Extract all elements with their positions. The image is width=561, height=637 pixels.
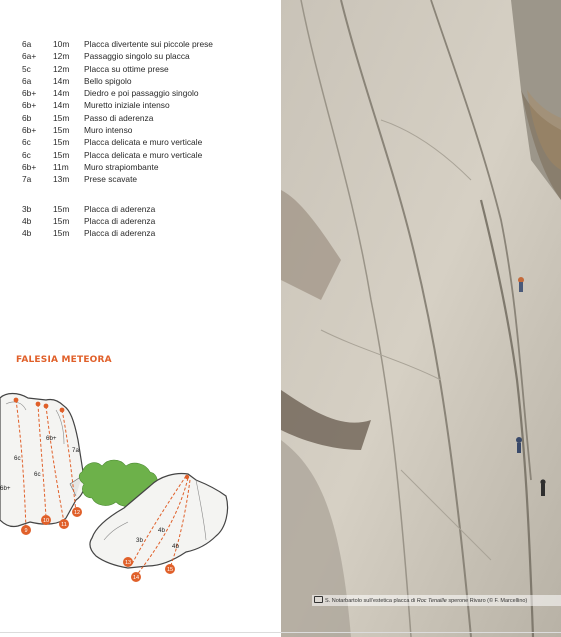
route-table xyxy=(22,38,264,239)
route-row xyxy=(22,227,264,239)
route-number: 12 xyxy=(73,510,81,516)
route-row xyxy=(22,112,264,124)
route-grade: 4b xyxy=(22,228,32,239)
route-description: Bello spigolo xyxy=(84,75,132,86)
route-length: 15m xyxy=(53,149,70,160)
route-length: 15m xyxy=(53,112,70,123)
route-grade: 4b xyxy=(22,215,32,226)
route-number-marker xyxy=(131,572,141,582)
route-grade: 6c xyxy=(22,137,31,148)
route-length: 12m xyxy=(53,51,70,62)
route-gap xyxy=(22,186,264,203)
route-number: 15 xyxy=(166,567,174,573)
climbing-photo xyxy=(281,0,561,637)
route-description: Placca delicata e muro verticale xyxy=(84,149,203,160)
route-length: 11m xyxy=(53,161,69,172)
route-number-marker xyxy=(123,557,133,567)
route-number: 14 xyxy=(132,575,140,581)
route-number-marker xyxy=(72,507,82,517)
route-grade: 6b+ xyxy=(22,161,37,172)
route-length: 15m xyxy=(53,215,70,226)
topo-grade-label: 7a xyxy=(72,447,79,454)
route-number: 10 xyxy=(42,518,50,524)
topo-grade-label: 6b+ xyxy=(46,435,57,442)
route-number: 13 xyxy=(124,560,132,566)
route-row xyxy=(22,215,264,227)
route-grade: 3b xyxy=(22,203,32,214)
rock-face-image xyxy=(281,0,561,637)
section-title: FALESIA METEORA xyxy=(16,355,112,365)
caption-prefix: S. Notarbartolo sull’estetica placca di xyxy=(325,598,417,604)
route-row xyxy=(22,87,264,99)
route-description: Placca di aderenza xyxy=(84,203,156,214)
route-row xyxy=(22,99,264,111)
route-grade: 6b+ xyxy=(22,125,37,136)
topo-grade-label: 4b xyxy=(158,527,165,534)
route-number: 11 xyxy=(61,522,67,528)
route-grade: 6a xyxy=(22,39,32,49)
route-length: 15m xyxy=(53,203,70,214)
route-grade: 5c xyxy=(22,63,31,74)
topo-grade-label: 4b xyxy=(172,543,179,550)
topo-grade-label: 6c xyxy=(14,455,21,462)
route-length: 14m xyxy=(53,75,70,86)
route-description: Muretto iniziale intenso xyxy=(84,100,170,111)
route-description: Passaggio singolo su placca xyxy=(84,51,190,62)
route-row xyxy=(22,173,264,185)
route-description: Placca divertente sui piccole prese xyxy=(84,39,213,49)
route-length: 10m xyxy=(53,39,70,49)
route-grade: 6b xyxy=(22,112,32,123)
route-description: Diedro e poi passaggio singolo xyxy=(84,88,199,99)
route-grade: 6b+ xyxy=(22,88,37,99)
route-number: 9 xyxy=(24,528,28,534)
route-number-marker xyxy=(21,525,31,535)
route-grade: 6b+ xyxy=(22,100,37,111)
route-description: Passo di aderenza xyxy=(84,112,154,123)
route-length: 14m xyxy=(53,88,70,99)
route-row xyxy=(22,203,264,215)
route-grade: 6a+ xyxy=(22,51,37,62)
topo-grade-label: 3b xyxy=(136,537,143,544)
topo-grade-label: 6c xyxy=(34,471,41,478)
route-length: 15m xyxy=(53,137,70,148)
route-length: 13m xyxy=(53,174,70,185)
route-row xyxy=(22,124,264,136)
route-description: Muro intenso xyxy=(84,125,133,136)
topo-diagram xyxy=(0,380,281,595)
route-description: Placca di aderenza xyxy=(84,215,156,226)
page-bottom-rule xyxy=(0,632,561,633)
caption-suffix: sperone Rivaro (© F. Marcellino) xyxy=(446,598,528,604)
route-grade: 6c xyxy=(22,149,31,160)
route-description: Placca delicata e muro verticale xyxy=(84,137,203,148)
route-row xyxy=(22,161,264,173)
topo-grade-label: 6b+ xyxy=(0,485,11,492)
route-description: Muro strapiombante xyxy=(84,161,159,172)
route-grade: 7a xyxy=(22,174,32,185)
caption-italic: Roc Tenaille xyxy=(416,598,447,604)
route-number-marker xyxy=(59,519,69,529)
photo-caption xyxy=(312,595,561,606)
route-description: Prese scavate xyxy=(84,174,138,185)
route-row xyxy=(22,38,264,50)
route-row xyxy=(22,63,264,75)
camera-icon xyxy=(314,596,323,603)
route-row xyxy=(22,149,264,161)
route-length: 15m xyxy=(53,228,70,239)
route-length: 14m xyxy=(53,100,70,111)
route-length: 15m xyxy=(53,125,70,136)
route-row xyxy=(22,50,264,62)
route-description: Placca su ottime prese xyxy=(84,63,169,74)
route-grade: 6a xyxy=(22,75,32,86)
route-number-marker xyxy=(165,564,175,574)
route-row xyxy=(22,136,264,148)
route-description: Placca di aderenza xyxy=(84,228,156,239)
route-row xyxy=(22,75,264,87)
route-number-marker xyxy=(41,515,51,525)
route-length: 12m xyxy=(53,63,70,74)
